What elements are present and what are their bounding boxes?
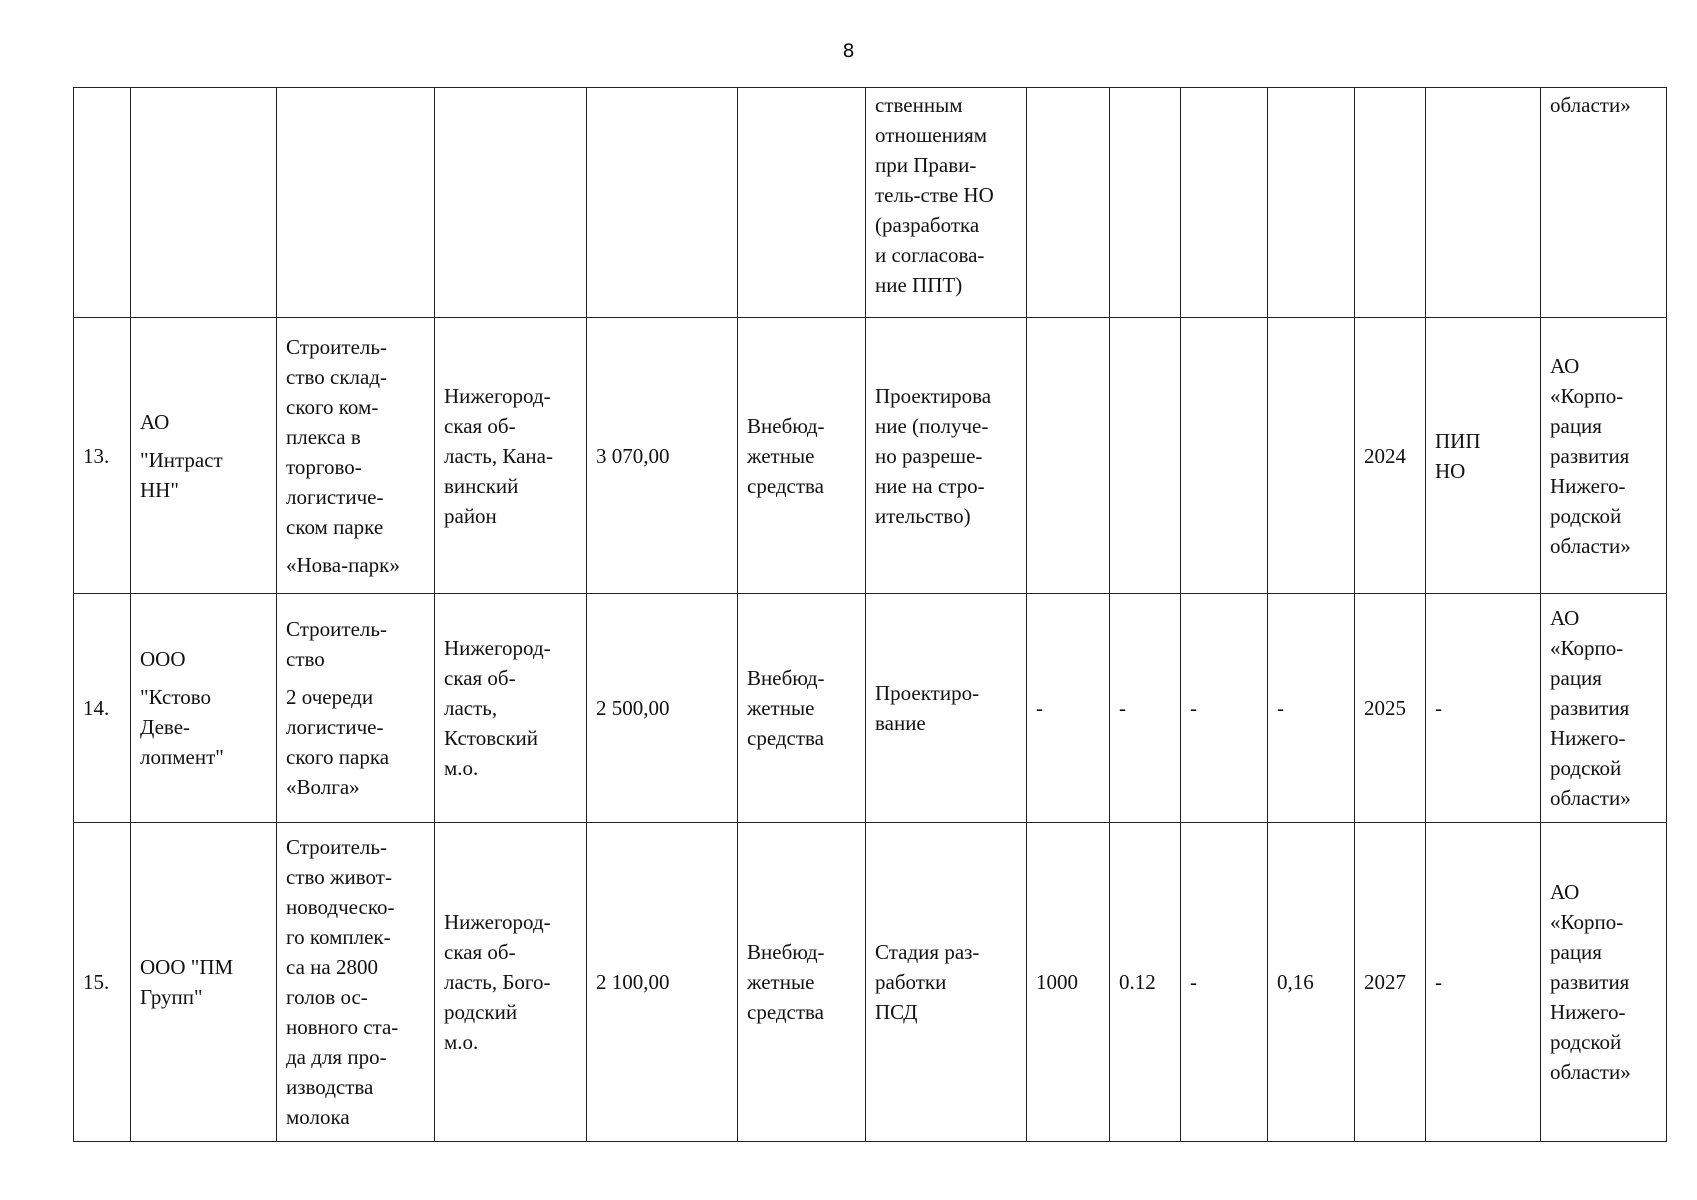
cell-program: - [1426,823,1541,1142]
cell-num [74,88,131,318]
cell-value-3 [1181,318,1268,594]
cell-value-2: 0.12 [1110,823,1181,1142]
cell-responsible: области» [1541,88,1667,318]
table-row [74,823,1667,1142]
cell-value-4: 0,16 [1268,823,1355,1142]
cell-value-2 [1110,88,1181,318]
cell-organization: ООО "ПМ Групп" [131,823,277,1142]
cell-location: Нижегород- ская об- ласть, Кстовский м.о. [435,594,587,823]
cell-responsible: АО «Корпо- рация развития Нижего- родской области» [1541,318,1667,594]
projects-table [73,87,1667,1142]
cell-year [1355,88,1426,318]
cell-source: Внебюд- жетные средства [738,823,866,1142]
table-row [74,594,1667,823]
cell-project: Строитель- ство живот- новодческо- го комплек- са на 2800 голов ос- новного ста- да для про- изводства молока [277,823,435,1142]
cell-value-3: - [1181,594,1268,823]
cell-value-1: - [1027,594,1110,823]
cell-year: 2025 [1355,594,1426,823]
cell-program [1426,88,1541,318]
cell-organization: АО "Интраст НН" [131,318,277,594]
cell-project: Строитель- ство склад- ского ком- плекса в торгово- логистиче- ском парке «Нова-парк» [277,318,435,594]
cell-source: Внебюд- жетные средства [738,318,866,594]
cell-num: 14. [74,594,131,823]
cell-value-4 [1268,88,1355,318]
cell-location [435,88,587,318]
cell-stage: Стадия раз- работки ПСД [866,823,1027,1142]
cell-cost: 3 070,00 [587,318,738,594]
cell-value-4 [1268,318,1355,594]
cell-stage: Проектиро- вание [866,594,1027,823]
cell-value-2 [1110,318,1181,594]
cell-num: 15. [74,823,131,1142]
cell-year: 2024 [1355,318,1426,594]
cell-source [738,88,866,318]
table-row [74,88,1667,318]
cell-stage: ственным отношениям при Прави- тель-стве НО (разработка и согласова- ние ППТ) [866,88,1027,318]
cell-year: 2027 [1355,823,1426,1142]
cell-value-2: - [1110,594,1181,823]
cell-cost [587,88,738,318]
page-number: 8 [842,40,855,62]
table-row [74,318,1667,594]
cell-value-1 [1027,318,1110,594]
cell-program: - [1426,594,1541,823]
cell-value-1: 1000 [1027,823,1110,1142]
cell-location: Нижегород- ская об- ласть, Кана- винский район [435,318,587,594]
cell-num: 13. [74,318,131,594]
cell-responsible: АО «Корпо- рация развития Нижего- родской области» [1541,823,1667,1142]
cell-cost: 2 500,00 [587,594,738,823]
cell-value-4: - [1268,594,1355,823]
cell-project: Строитель- ство 2 очереди логистиче- ского парка «Волга» [277,594,435,823]
cell-value-3: - [1181,823,1268,1142]
cell-stage: Проектирова ние (получе- но разреше- ние на стро- ительство) [866,318,1027,594]
cell-program: ПИП НО [1426,318,1541,594]
cell-organization: ООО "Кстово Деве- лопмент" [131,594,277,823]
cell-cost: 2 100,00 [587,823,738,1142]
cell-organization [131,88,277,318]
cell-source: Внебюд- жетные средства [738,594,866,823]
cell-value-1 [1027,88,1110,318]
cell-location: Нижегород- ская об- ласть, Бого- родский м.о. [435,823,587,1142]
cell-responsible: АО «Корпо- рация развития Нижего- родской области» [1541,594,1667,823]
cell-project [277,88,435,318]
cell-value-3 [1181,88,1268,318]
